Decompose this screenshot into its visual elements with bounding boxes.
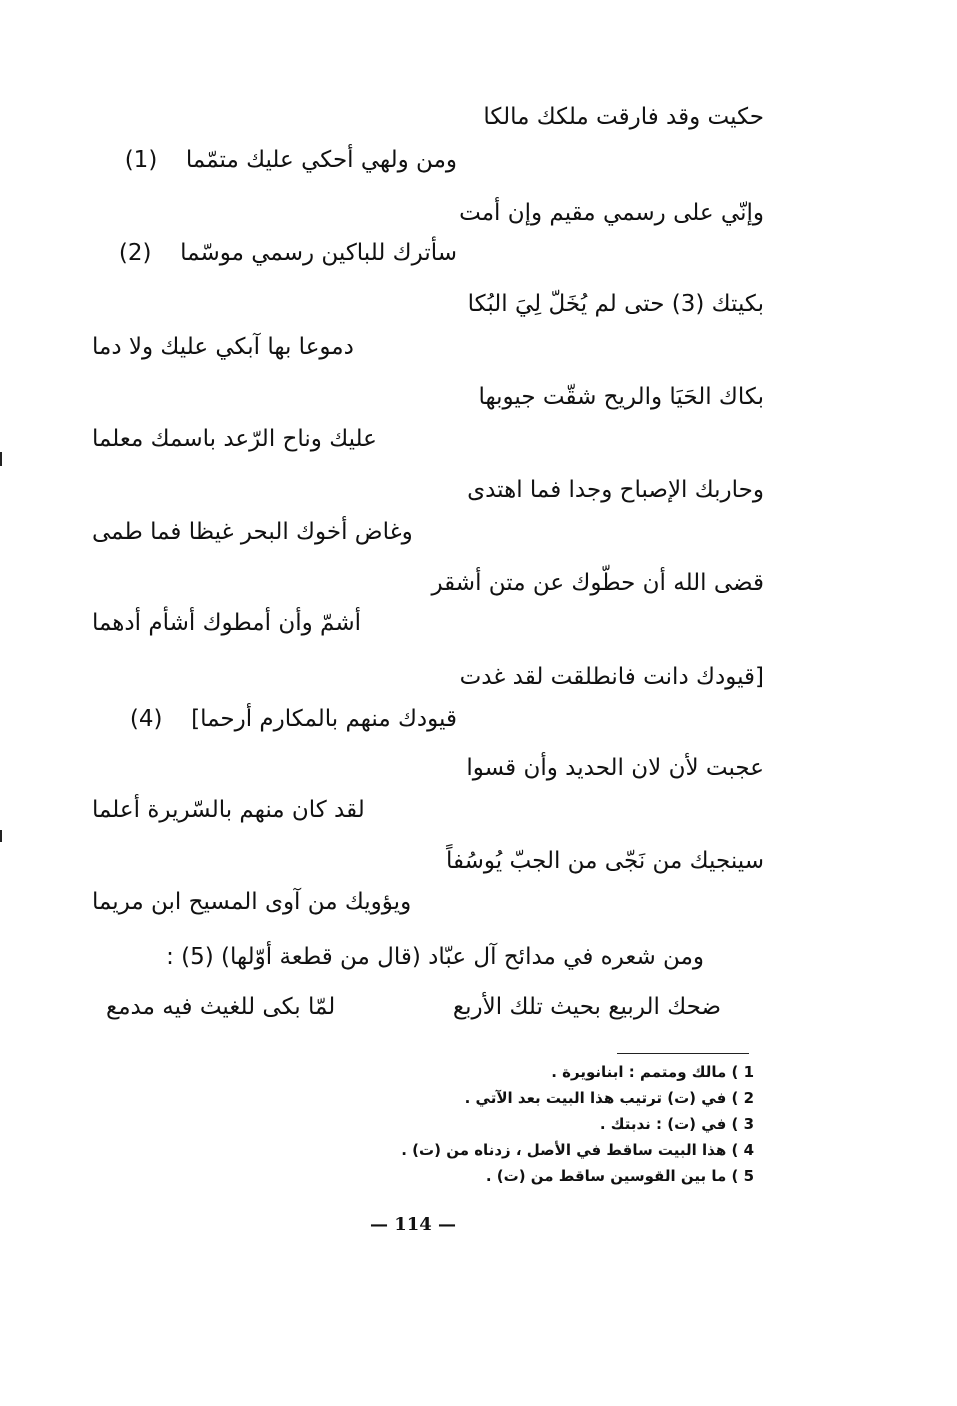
verse-3-second-hemistich: دموعا بها آبكي عليك ولا دما (92, 334, 354, 360)
verse-2-first-hemistich: وإنّي على رسمي مقيم وإن أمت (459, 200, 764, 226)
verse-4-first-hemistich: بكاك الحَيَا والريح شقّت جيوبها (478, 384, 764, 410)
verse-8-first-hemistich: عجبت لأن لان الحديد وأن قسوا (466, 755, 764, 781)
scan-edge-mark (0, 830, 2, 842)
footnote-2: 2 ) في (ت) ترتيب هذا البيت بعد الآتي . (464, 1089, 754, 1107)
verse-7-second-hemistich: قيودك منهم بالمكارم أرحما] (191, 706, 457, 732)
verse-1-second-hemistich: ومن ولهي أحكي عليك متمّما (185, 147, 457, 173)
page-number: — 114 — (369, 1214, 457, 1235)
scan-edge-mark (0, 452, 2, 466)
verse-5-first-hemistich: وحاربك الإصباح وجدا فما اهتدى (467, 477, 764, 503)
footnote-4: 4 ) هذا البيت ساقط في الأصل ، زدناه من (ت) . (401, 1141, 754, 1159)
verse-9-first-hemistich: سينجيك من نَجّى من الجبّ يُوسُفاً (446, 848, 764, 874)
footnote-ref-4: (4) (129, 706, 163, 732)
verse-6-second-hemistich: أشمّ وأن أمطوك أشأم أدهما (92, 610, 361, 636)
verse-6-first-hemistich: قضى الله أن حطّوك عن متن أشقر (431, 570, 764, 596)
footnote-ref-1: (1) (124, 147, 158, 173)
footnote-ref-2: (2) (118, 240, 152, 266)
verse-8-second-hemistich: لقد كان منهم بالسّريرة أعلما (92, 797, 365, 823)
verse-2-second-hemistich: سأترك للباكين رسمي موسّما (180, 240, 457, 266)
opening-verse-second-hemistich: لمّا بكى للغيث فيه مدمع (106, 994, 336, 1020)
verse-3-first-hemistich: بكيتك (3) حتى لم يُخَلّ لِيَ البُكا (467, 291, 764, 317)
opening-verse-first-hemistich: ضحك الربيع بحيث تلك الأربع (452, 994, 721, 1020)
verse-1-second-hemistich-row (96, 143, 457, 177)
verse-2-second-hemistich-row (96, 236, 457, 270)
verse-4-second-hemistich: عليك وناح الرّعد باسمك معلما (92, 426, 377, 452)
footnote-1: 1 ) مالك ومتمم : ابنانويرة . (551, 1063, 754, 1081)
verse-7-second-hemistich-row (96, 702, 457, 736)
verse-1-first-hemistich: حكيت وقد فارقت ملكك مالكا (483, 104, 764, 130)
footnote-3: 3 ) في (ت) : ندبتك . (599, 1115, 754, 1133)
verse-5-second-hemistich: وغاض أخوك البحر غيظا فما طمى (92, 519, 413, 545)
verse-9-second-hemistich: ويؤويك من آوى المسيح ابن مريما (92, 889, 412, 915)
section-intro: ومن شعره في مدائح آل عبّاد (قال من قطعة أوّلها) (5) : (166, 944, 704, 970)
verse-7-first-hemistich: [قيودك دانت فانطلقت لقد غدت (459, 664, 764, 690)
footnote-5: 5 ) ما بين القوسين ساقط من (ت) . (485, 1167, 754, 1185)
footnote-separator (617, 1053, 749, 1054)
